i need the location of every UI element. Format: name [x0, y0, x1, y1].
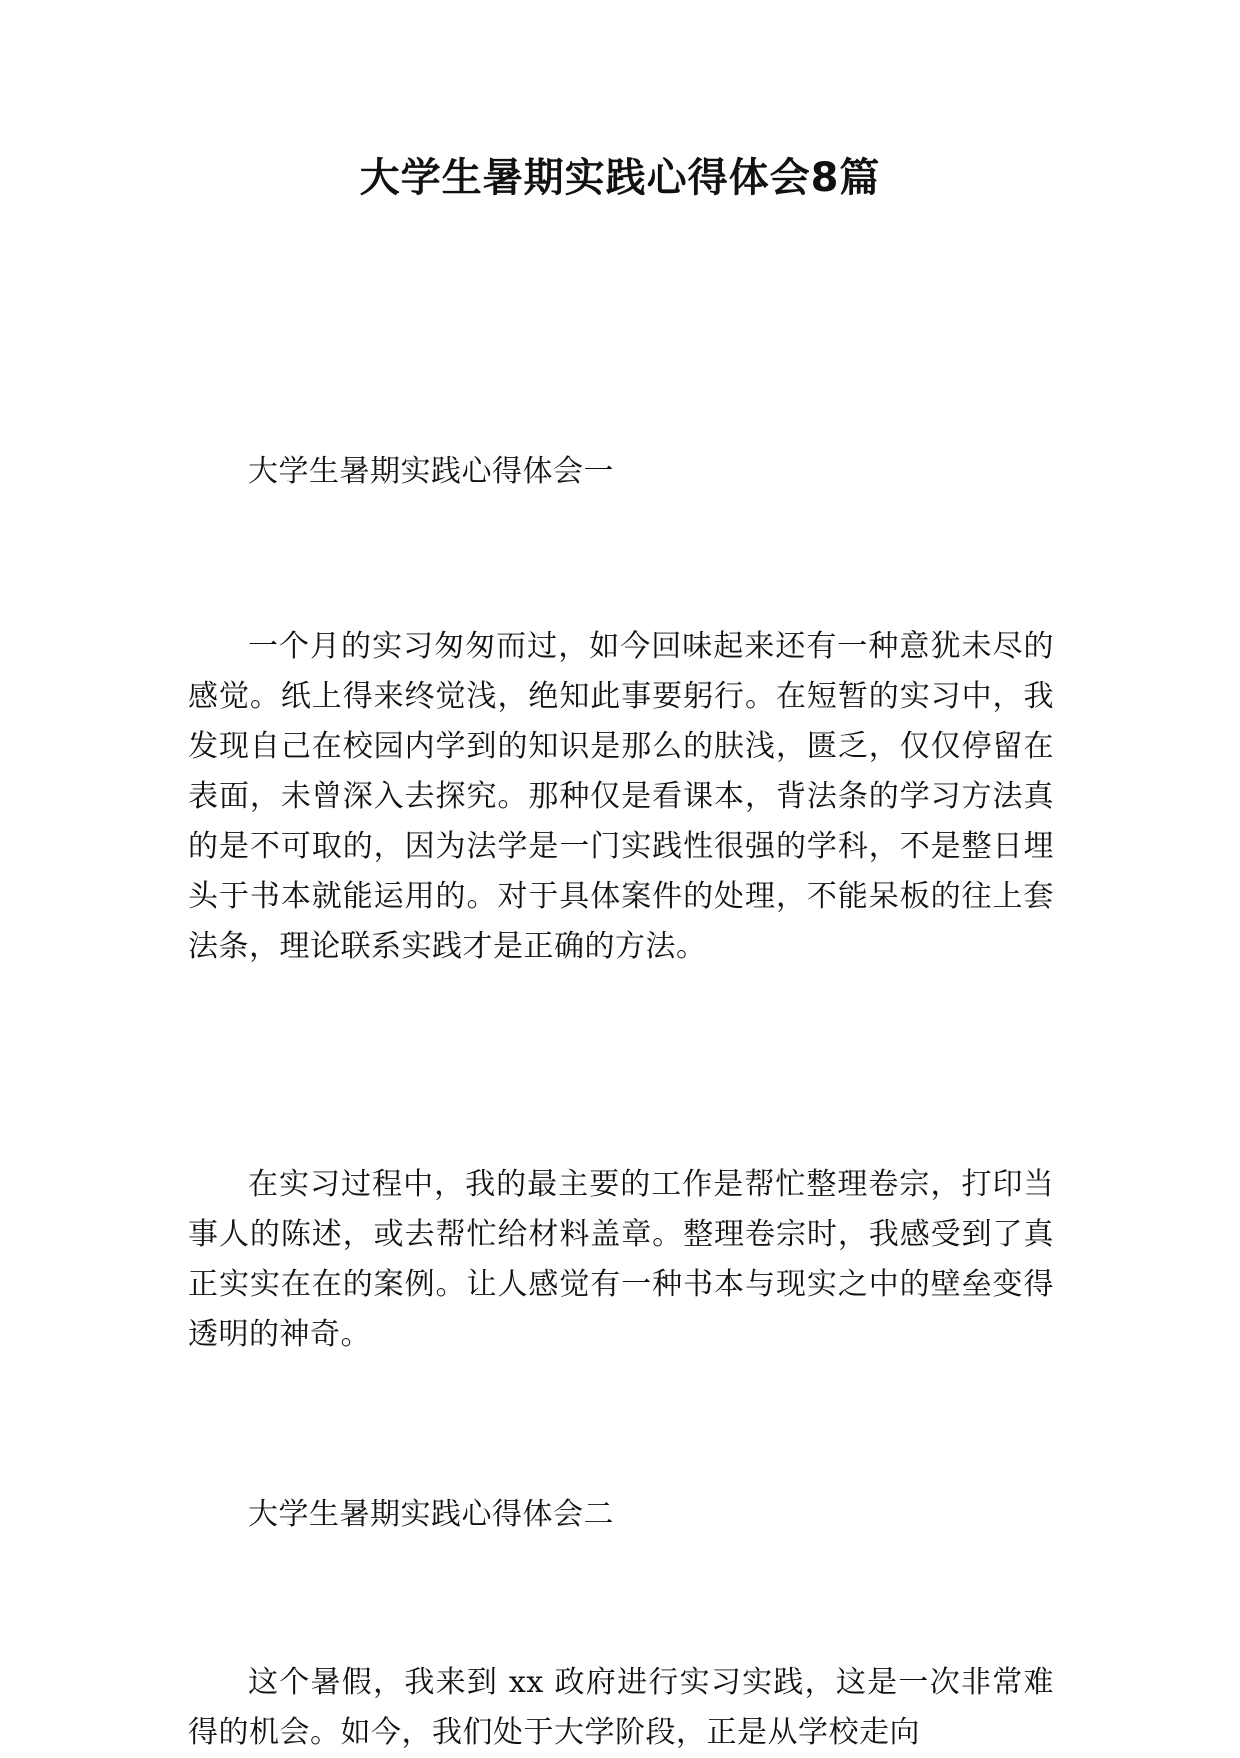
section-heading-2: 大学生暑期实践心得体会二	[248, 1497, 614, 1532]
document-title: 大学生暑期实践心得体会8篇	[359, 155, 881, 201]
section-1-paragraph-1: 一个月的实习匆匆而过，如今回味起来还有一种意犹未尽的感觉。纸上得来终觉浅，绝知此事要躬行。在短暂的实习中，我发现自己在校园内学到的知识是那么的肤浅，匮乏，仅仅停留在表面，未曾深入去探究。那种仅是看课本，背法条的学习方法真的是不可取的，因为法学是一门实践性很强的学科，不是整日埋头于书本就能运用的。对于具体案件的处理，不能呆板的往上套法条，理论联系实践才是正确的方法。	[188, 629, 1054, 964]
section-1-paragraph-2: 在实习过程中，我的最主要的工作是帮忙整理卷宗，打印当事人的陈述，或去帮忙给材料盖章。整理卷宗时，我感受到了真正实实在在的案例。让人感觉有一种书本与现实之中的壁垒变得透明的神奇。	[188, 1167, 1054, 1352]
section-2-paragraph-1: 这个暑假，我来到 xx 政府进行实习实践，这是一次非常难得的机会。如今，我们处于大学阶段，正是从学校走向	[188, 1665, 1054, 1750]
section-heading-1: 大学生暑期实践心得体会一	[248, 454, 614, 489]
